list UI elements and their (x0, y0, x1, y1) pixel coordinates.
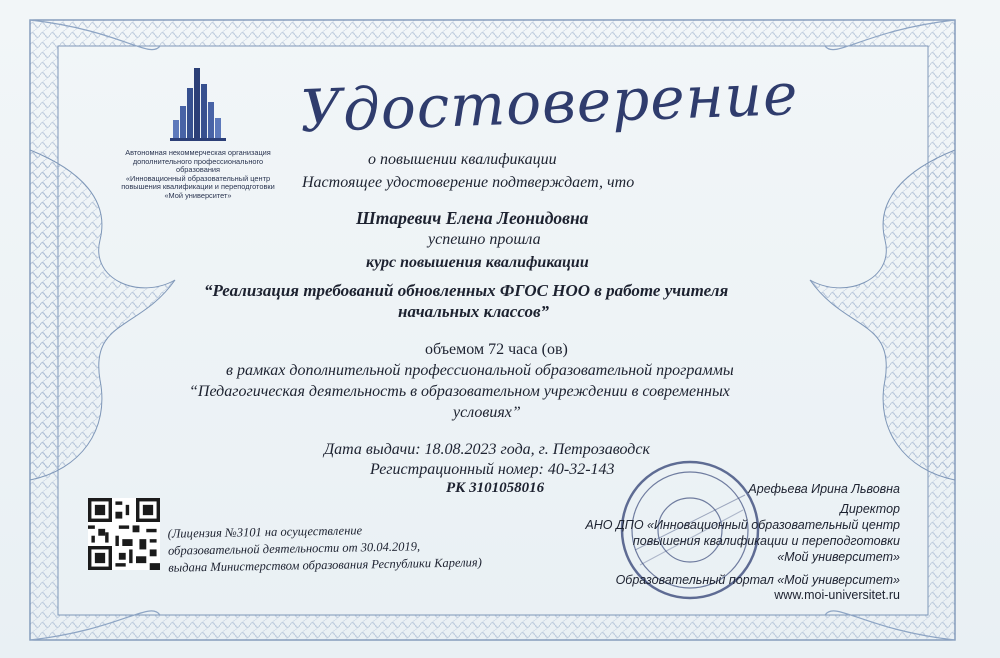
program-title-line2: условиях” (453, 404, 521, 421)
program-title-line1: “Педагогическая деятельность в образовательном учреждении в современных (189, 383, 730, 400)
license-line3: выдана Министерством образования Республики Карелия) (168, 555, 482, 575)
registration-number: Регистрационный номер: 40-32-143 (370, 461, 615, 478)
portal-name: Образовательный портал «Мой университет» (615, 573, 900, 587)
signatory-name: Арефьева Ирина Львовна (748, 482, 900, 496)
course-type: курс повышения квалификации (366, 254, 589, 271)
signatory-org-line1: АНО ДПО «Инновационный образовательный центр (585, 518, 900, 532)
course-volume: объемом 72 часа (ов) (425, 341, 568, 358)
signatory-position: Директор (840, 502, 900, 516)
license-line1: (Лицензия №3101 на осуществление (167, 523, 363, 541)
portal-website: www.moi-universitet.ru (774, 588, 900, 602)
signatory-org-line2: повышения квалификации и переподготовки (632, 534, 900, 548)
recipient-name: Штаревич Елена Леонидовна (356, 208, 589, 228)
confirmation-text: Настоящее удостоверение подтверждает, что (302, 174, 635, 191)
completed-text: успешно прошла (428, 231, 541, 248)
certificate-title: Удостоверение (298, 59, 800, 146)
course-title-line2: начальных классов” (398, 302, 550, 321)
program-intro: в рамках дополнительной профессиональной образовательной программы (226, 362, 734, 379)
signatory-org-line3: «Мой университет» (777, 550, 900, 564)
organization-name: Автономная некоммерческая организация дополнительного профессионального образования «Инновационный образовательный центр повышения квалификации и переподготовки «Мой университет» (121, 148, 275, 200)
license-line2: образовательной деятельности от 30.04.2019, (167, 539, 421, 558)
license-info (168, 520, 482, 576)
building-logo-icon (168, 62, 228, 142)
course-title-line1: “Реализация требований обновленных ФГОС НОО в работе учителя (204, 281, 729, 300)
certificate-code: РК 3101058016 (446, 480, 545, 496)
certificate-subtitle: о повышении квалификации (368, 151, 557, 168)
issue-date: Дата выдачи: 18.08.2023 года, г. Петрозаводск (324, 441, 650, 458)
qr-code-icon (88, 498, 160, 570)
organization-logo (118, 62, 278, 201)
